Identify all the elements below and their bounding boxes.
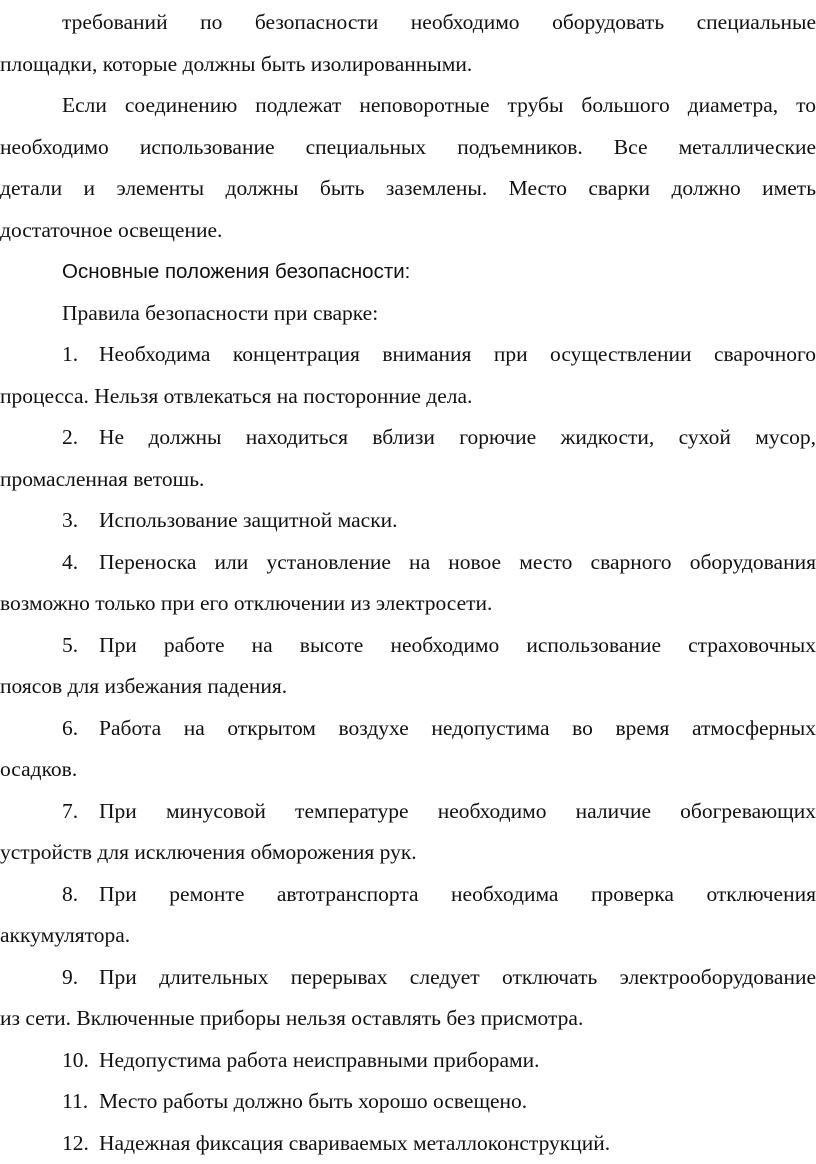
list-item-continuation: промасленная ветошь. — [0, 466, 205, 491]
list-item-number: 2. — [62, 425, 79, 449]
list-item-first-line — [0, 791, 816, 833]
list-item-text: При ремонте автотранспорта необходима проверка отключения — [99, 881, 816, 906]
paragraph-pipes — [0, 85, 816, 251]
list-item — [0, 1040, 816, 1082]
list-item-continuation: аккумулятора. — [0, 923, 131, 947]
text-line: Если соединению подлежат неповоротные трубы большого диаметра, то — [62, 93, 816, 117]
section-heading — [0, 251, 816, 293]
list-item-continuation: осадков. — [0, 757, 78, 781]
text-line: требований по безопасности необходимо оборудовать специальные — [62, 10, 816, 34]
list-item — [0, 334, 816, 417]
text-line: площадки, которые должны быть изолированными. — [0, 51, 473, 76]
list-item-first-line — [0, 542, 816, 584]
list-item-number: 10. — [62, 1047, 89, 1072]
list-item-text: Переноска или установление на новое место сварного оборудования — [99, 549, 816, 574]
list-item-continuation: из сети. Включенные приборы нельзя оставлять без присмотра. — [0, 1006, 584, 1030]
paragraph-intro-continuation — [0, 2, 816, 85]
list-item — [0, 874, 816, 957]
list-item-first-line — [0, 334, 816, 376]
safety-rules-list — [0, 334, 816, 1164]
list-item-text: Надежная фиксация свариваемых металлоконструкций. — [99, 1130, 611, 1155]
list-item-first-line — [0, 1081, 816, 1123]
list-item-text: Не должны находиться вблизи горючие жидкости, сухой мусор, — [99, 425, 816, 449]
list-item — [0, 417, 816, 500]
list-item-first-line — [0, 708, 816, 750]
list-item-first-line — [0, 500, 816, 542]
list-item-continuation: устройств для исключения обморожения рук. — [0, 840, 417, 864]
list-item-number: 1. — [62, 342, 79, 366]
list-item — [0, 1123, 816, 1164]
list-item-number: 9. — [62, 964, 79, 989]
list-item — [0, 957, 816, 1040]
list-item — [0, 500, 816, 542]
list-item — [0, 542, 816, 625]
list-item-continuation: возможно только при его отключении из электросети. — [0, 591, 493, 615]
list-item — [0, 625, 816, 708]
list-item-first-line — [0, 1040, 816, 1082]
list-item-number: 7. — [62, 798, 79, 823]
list-item — [0, 708, 816, 791]
list-item-text: При работе на высоте необходимо использование страховочных — [99, 632, 816, 657]
list-item-number: 6. — [62, 715, 79, 740]
list-item-continuation: процесса. Нельзя отвлекаться на посторонние дела. — [0, 383, 473, 408]
list-item-number: 8. — [62, 881, 79, 906]
list-item-text: Использование защитной маски. — [99, 508, 398, 532]
text-line: достаточное освещение. — [0, 217, 223, 242]
list-item — [0, 1081, 816, 1123]
section-subheading — [0, 293, 816, 335]
list-item-first-line — [0, 957, 816, 999]
heading-text: Основные положения безопасности: — [62, 260, 411, 283]
list-item-first-line — [0, 417, 816, 459]
list-item-text: При минусовой температуре необходимо наличие обогревающих — [99, 798, 816, 823]
list-item-first-line — [0, 1123, 816, 1164]
list-item-text: Недопустима работа неисправными приборами. — [99, 1047, 540, 1072]
list-item-number: 12. — [62, 1130, 89, 1155]
list-item-number: 11. — [62, 1089, 89, 1113]
subheading-text: Правила безопасности при сварке: — [62, 300, 379, 325]
list-item-continuation: поясов для избежания падения. — [0, 674, 288, 698]
text-line: детали и элементы должны быть заземлены. Место сварки должно иметь — [0, 176, 816, 200]
list-item-text: Необходима концентрация внимания при осуществлении сварочного — [99, 342, 816, 366]
list-item — [0, 791, 816, 874]
list-item-text: Место работы должно быть хорошо освещено. — [99, 1089, 528, 1113]
list-item-first-line — [0, 874, 816, 916]
list-item-first-line — [0, 625, 816, 667]
list-item-number: 3. — [62, 508, 79, 532]
list-item-number: 5. — [62, 632, 79, 657]
list-item-text: При длительных перерывах следует отключать электрооборудование — [99, 964, 816, 989]
list-item-number: 4. — [62, 549, 79, 574]
list-item-text: Работа на открытом воздухе недопустима во время атмосферных — [99, 715, 816, 740]
text-line: необходимо использование специальных подъемников. Все металлические — [0, 134, 816, 159]
